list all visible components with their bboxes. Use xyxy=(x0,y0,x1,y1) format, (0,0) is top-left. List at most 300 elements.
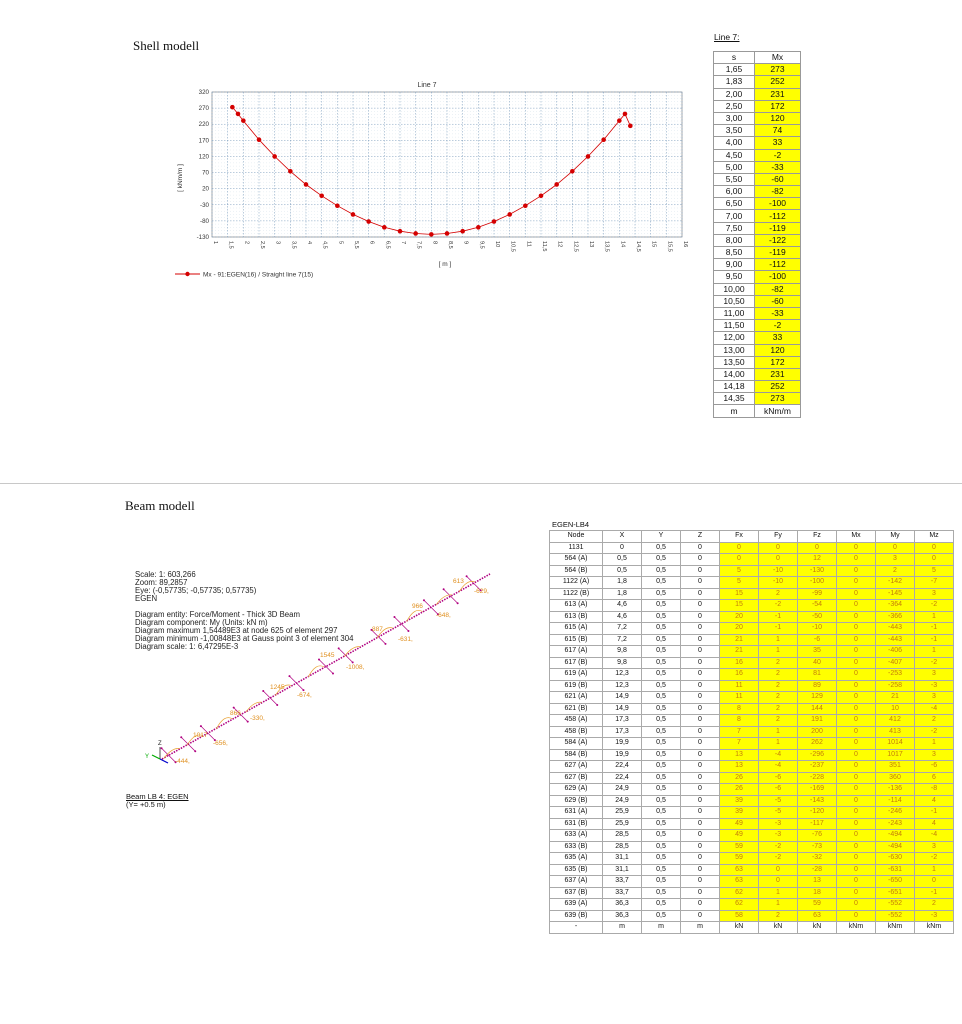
cell-node: 613 (A) xyxy=(550,600,603,612)
line7-row xyxy=(714,198,801,210)
section-divider xyxy=(0,483,962,484)
egen-row xyxy=(550,772,954,784)
support-node xyxy=(384,643,386,645)
line7-row xyxy=(714,76,801,88)
cell-mz: -2 xyxy=(915,600,954,612)
mx-cell: 120 xyxy=(755,112,801,124)
beam-info-block: Scale: 1: 603,266 Zoom: 89,2857 Eye: (-0,57735; -0,57735; 0,57735) EGEN Diagram entity: Force/Moment - Thick 3D Beam Diagram component: My (Units: kN m) Diagram maximum 1,54489E3 at node 625 of element 297 Diagram minimum -1,00848E3 at Gauss point 3 of element 304 Diagram scale: 1: 6,47295E-3 xyxy=(135,570,354,651)
cell-node: 458 (A) xyxy=(550,715,603,727)
data-point xyxy=(236,112,241,117)
x-tick-label: 4 xyxy=(306,241,312,245)
cell-fz: Fz xyxy=(798,531,837,543)
line7-table xyxy=(713,51,801,418)
support-node xyxy=(332,673,334,675)
cell-node: 584 (B) xyxy=(550,749,603,761)
cell-z: 0 xyxy=(681,646,720,658)
data-point xyxy=(351,212,356,217)
cell-fz: 191 xyxy=(798,715,837,727)
s-cell: 13,50 xyxy=(714,356,755,368)
chart-ylabel: [ kNm/m ] xyxy=(177,164,184,192)
cell-x: 17,3 xyxy=(603,726,642,738)
cell-fy: 0 xyxy=(759,554,798,566)
cell-z: 0 xyxy=(681,738,720,750)
cell-x: 28,5 xyxy=(603,841,642,853)
data-point xyxy=(335,203,340,208)
cell-mx: 0 xyxy=(837,876,876,888)
cell-fz: -28 xyxy=(798,864,837,876)
data-point xyxy=(628,124,633,129)
cell-mz: kNm xyxy=(915,922,954,934)
cell-x: 12,3 xyxy=(603,669,642,681)
cell-mx: 0 xyxy=(837,715,876,727)
cell-y: 0,5 xyxy=(642,818,681,830)
cell-mz: 0 xyxy=(915,554,954,566)
chart-yticks xyxy=(197,89,210,241)
cell-fy: -2 xyxy=(759,853,798,865)
egen-row xyxy=(550,899,954,911)
cell-z: 0 xyxy=(681,634,720,646)
data-point xyxy=(272,154,277,159)
cell-node: 584 (A) xyxy=(550,738,603,750)
support-tick xyxy=(394,617,408,631)
line7-row xyxy=(714,100,801,112)
cell-z: 0 xyxy=(681,841,720,853)
cell-fz: 129 xyxy=(798,692,837,704)
egen-row xyxy=(550,577,954,589)
moment-value-label: 887 xyxy=(372,626,383,633)
cell-node: 1131 xyxy=(550,542,603,554)
data-point xyxy=(586,154,591,159)
cell-fx: 16 xyxy=(720,669,759,681)
cell-my: 360 xyxy=(876,772,915,784)
cell-x: 33,7 xyxy=(603,887,642,899)
cell-mx: 0 xyxy=(837,910,876,922)
cell-x: 4,6 xyxy=(603,611,642,623)
cell-fz: -50 xyxy=(798,611,837,623)
moment-value-label: -648, xyxy=(436,612,451,619)
cell-z: 0 xyxy=(681,692,720,704)
cell-z: 0 xyxy=(681,657,720,669)
s-cell: 14,35 xyxy=(714,393,755,405)
cell-mx: 0 xyxy=(837,738,876,750)
cell-mx: 0 xyxy=(837,853,876,865)
cell-fz: -228 xyxy=(798,772,837,784)
egen-header-row xyxy=(550,531,954,543)
y-tick-label: 320 xyxy=(198,89,209,96)
cell-x: 7,2 xyxy=(603,634,642,646)
s-cell: 3,00 xyxy=(714,112,755,124)
cell-mz: 2 xyxy=(915,715,954,727)
s-cell: 6,00 xyxy=(714,186,755,198)
support-tick xyxy=(263,691,277,705)
data-point xyxy=(623,112,628,117)
cell-fx: 16 xyxy=(720,657,759,669)
cell-my: 1014 xyxy=(876,738,915,750)
egen-row xyxy=(550,669,954,681)
cell-fx: 5 xyxy=(720,565,759,577)
cell-fy: 1 xyxy=(759,738,798,750)
cell-fx: 0 xyxy=(720,542,759,554)
egen-row xyxy=(550,611,954,623)
cell-my: -114 xyxy=(876,795,915,807)
x-tick-label: 5 xyxy=(337,241,344,245)
cell-mx: 0 xyxy=(837,726,876,738)
cell-mx: 0 xyxy=(837,795,876,807)
mx-cell: -33 xyxy=(755,307,801,319)
s-cell: 8,50 xyxy=(714,247,755,259)
x-tick-label: 9 xyxy=(462,241,469,245)
cell-node: 621 (B) xyxy=(550,703,603,715)
line7-row xyxy=(714,161,801,173)
line7-row xyxy=(714,283,801,295)
cell-mx: 0 xyxy=(837,600,876,612)
cell-fz: -100 xyxy=(798,577,837,589)
y-tick-label: -130 xyxy=(196,234,209,241)
data-point xyxy=(492,219,497,224)
mx-cell: 273 xyxy=(755,64,801,76)
s-cell: 11,00 xyxy=(714,307,755,319)
cell-mx: 0 xyxy=(837,588,876,600)
line7-row xyxy=(714,64,801,76)
cell-mz: 1 xyxy=(915,646,954,658)
moment-value-label: 613 xyxy=(453,578,464,585)
cell-fz: -169 xyxy=(798,784,837,796)
data-point xyxy=(429,232,434,237)
cell-fy: -4 xyxy=(759,761,798,773)
y-axis xyxy=(152,755,160,759)
cell-y: 0,5 xyxy=(642,554,681,566)
cell-fx: 26 xyxy=(720,784,759,796)
chart-legend xyxy=(172,268,412,280)
cell-node: 627 (A) xyxy=(550,761,603,773)
cell-fx: 59 xyxy=(720,853,759,865)
mx-cell: -100 xyxy=(755,271,801,283)
cell-z: 0 xyxy=(681,784,720,796)
line7-row xyxy=(714,344,801,356)
support-node xyxy=(423,599,425,601)
support-tick xyxy=(339,648,353,662)
cell-y: 0,5 xyxy=(642,841,681,853)
line7-row xyxy=(714,247,801,259)
support-tick xyxy=(289,676,303,690)
line7-row xyxy=(714,234,801,246)
cell-mz: Mz xyxy=(915,531,954,543)
line7-row xyxy=(714,356,801,368)
cell-z: 0 xyxy=(681,703,720,715)
mx-cell: 33 xyxy=(755,332,801,344)
cell-y: 0,5 xyxy=(642,542,681,554)
cell-my: kNm xyxy=(876,922,915,934)
support-node xyxy=(247,721,249,723)
cell-y: 0,5 xyxy=(642,577,681,589)
x-tick-label: 10 xyxy=(494,241,500,248)
x-tick-label: 14,5 xyxy=(635,241,641,252)
cell-mx: 0 xyxy=(837,611,876,623)
s-cell: 4,50 xyxy=(714,149,755,161)
cell-node: 633 (A) xyxy=(550,830,603,842)
cell-x: 1,8 xyxy=(603,588,642,600)
x-tick-label: 2,5 xyxy=(259,241,265,249)
mx-cell: -2 xyxy=(755,149,801,161)
cell-fy: -2 xyxy=(759,841,798,853)
cell-fz: 63 xyxy=(798,910,837,922)
cell-node: 564 (B) xyxy=(550,565,603,577)
cell-fx: 15 xyxy=(720,600,759,612)
cell-y: 0,5 xyxy=(642,565,681,577)
cell-fy: 2 xyxy=(759,715,798,727)
cell-fy: 2 xyxy=(759,669,798,681)
mx-cell: -33 xyxy=(755,161,801,173)
x-tick-label: 16 xyxy=(682,241,688,248)
cell-mz: 3 xyxy=(915,749,954,761)
cell-mz: 6 xyxy=(915,772,954,784)
support-node xyxy=(302,689,304,691)
beam-caption-y: (Y= +0.5 m) xyxy=(126,800,166,809)
chart-title: Line 7 xyxy=(417,82,437,89)
cell-mz: 1 xyxy=(915,738,954,750)
mx-cell: kNm/m xyxy=(755,405,801,417)
cell-mz: -4 xyxy=(915,703,954,715)
support-tick xyxy=(319,660,333,674)
data-point xyxy=(476,225,481,230)
moment-value-label: -629, xyxy=(474,588,489,595)
cell-x: m xyxy=(603,922,642,934)
cell-mz: -3 xyxy=(915,680,954,692)
cell-y: 0,5 xyxy=(642,864,681,876)
cell-y: 0,5 xyxy=(642,588,681,600)
beam-section-title: Beam modell xyxy=(125,498,195,513)
beam-caption: Beam LB 4: EGEN xyxy=(126,792,189,801)
cell-node: 458 (B) xyxy=(550,726,603,738)
support-node xyxy=(200,725,202,727)
cell-fy: 2 xyxy=(759,680,798,692)
cell-fx: 13 xyxy=(720,761,759,773)
cell-mz: -1 xyxy=(915,807,954,819)
cell-my: -631 xyxy=(876,864,915,876)
line7-row xyxy=(714,88,801,100)
x-tick-label: 11,5 xyxy=(541,241,547,252)
mx-cell: 252 xyxy=(755,381,801,393)
cell-mx: 0 xyxy=(837,646,876,658)
data-point xyxy=(460,229,465,234)
s-cell: 9,00 xyxy=(714,259,755,271)
cell-y: 0,5 xyxy=(642,715,681,727)
s-cell: 9,50 xyxy=(714,271,755,283)
mx-cell: 172 xyxy=(755,100,801,112)
cell-mz: -2 xyxy=(915,657,954,669)
moment-value-label: -674, xyxy=(297,692,312,699)
cell-mz: -2 xyxy=(915,853,954,865)
cell-x: 1,8 xyxy=(603,577,642,589)
cell-fy: -3 xyxy=(759,818,798,830)
cell-my: -552 xyxy=(876,899,915,911)
support-node xyxy=(276,704,278,706)
cell-x: 0,5 xyxy=(603,554,642,566)
axis-label-y: Y xyxy=(145,754,150,760)
data-point xyxy=(257,137,262,142)
cell-fy: 1 xyxy=(759,646,798,658)
cell-node: 617 (A) xyxy=(550,646,603,658)
mx-cell: -82 xyxy=(755,186,801,198)
cell-x: 28,5 xyxy=(603,830,642,842)
moment-value-label: 1017 xyxy=(193,732,208,739)
cell-x: 14,9 xyxy=(603,692,642,704)
beam-diagram xyxy=(140,565,510,775)
cell-fx: 21 xyxy=(720,646,759,658)
data-point xyxy=(304,182,309,187)
cell-fx: 11 xyxy=(720,680,759,692)
cell-my: -650 xyxy=(876,876,915,888)
x-tick-label: 2 xyxy=(243,241,250,245)
cell-y: 0,5 xyxy=(642,738,681,750)
egen-row xyxy=(550,588,954,600)
mx-cell: 252 xyxy=(755,76,801,88)
cell-fy: 2 xyxy=(759,657,798,669)
mx-cell: -119 xyxy=(755,222,801,234)
s-cell: m xyxy=(714,405,755,417)
cell-fx: 15 xyxy=(720,588,759,600)
line7-row xyxy=(714,320,801,332)
cell-z: m xyxy=(681,922,720,934)
cell-y: 0,5 xyxy=(642,853,681,865)
egen-row xyxy=(550,795,954,807)
cell-fx: 13 xyxy=(720,749,759,761)
legend-label: Mx - 91:EGEN(16) / Straight line 7(15) xyxy=(203,271,314,279)
line7-row xyxy=(714,332,801,344)
cell-x: 17,3 xyxy=(603,715,642,727)
cell-y: m xyxy=(642,922,681,934)
cell-fz: -130 xyxy=(798,565,837,577)
cell-mx: 0 xyxy=(837,784,876,796)
cell-my: 10 xyxy=(876,703,915,715)
cell-y: 0,5 xyxy=(642,600,681,612)
cell-mx: 0 xyxy=(837,830,876,842)
cell-my: -651 xyxy=(876,887,915,899)
cell-mz: -1 xyxy=(915,623,954,635)
cell-my: 413 xyxy=(876,726,915,738)
cell-x: 0,5 xyxy=(603,565,642,577)
cell-z: 0 xyxy=(681,611,720,623)
cell-mx: 0 xyxy=(837,772,876,784)
cell-x: 7,2 xyxy=(603,623,642,635)
line7-row xyxy=(714,381,801,393)
moment-value-label: 966 xyxy=(412,603,423,610)
cell-fz: 144 xyxy=(798,703,837,715)
cell-my: -366 xyxy=(876,611,915,623)
cell-fy: 1 xyxy=(759,634,798,646)
egen-row xyxy=(550,738,954,750)
cell-mx: 0 xyxy=(837,761,876,773)
cell-mx: 0 xyxy=(837,669,876,681)
cell-fz: -117 xyxy=(798,818,837,830)
line7-row xyxy=(714,137,801,149)
cell-mz: 4 xyxy=(915,818,954,830)
egen-units-row xyxy=(550,922,954,934)
x-tick-label: 11 xyxy=(525,241,532,247)
cell-my: -443 xyxy=(876,634,915,646)
support-node xyxy=(457,602,459,604)
cell-y: 0,5 xyxy=(642,899,681,911)
cell-mx: 0 xyxy=(837,692,876,704)
cell-my: -494 xyxy=(876,841,915,853)
line7-row xyxy=(714,368,801,380)
cell-fy: 1 xyxy=(759,887,798,899)
line7-row xyxy=(714,393,801,405)
cell-node: 564 (A) xyxy=(550,554,603,566)
egen-row xyxy=(550,784,954,796)
line7-row xyxy=(714,186,801,198)
mx-cell: -100 xyxy=(755,198,801,210)
mx-cell: 231 xyxy=(755,368,801,380)
cell-node: 1122 (B) xyxy=(550,588,603,600)
x-tick-label: 1 xyxy=(212,241,218,245)
x-tick-label: 3 xyxy=(274,241,281,245)
y-tick-label: -30 xyxy=(200,201,209,209)
s-cell: 1,83 xyxy=(714,76,755,88)
cell-x: 19,9 xyxy=(603,738,642,750)
s-cell: 2,00 xyxy=(714,88,755,100)
s-cell: 10,50 xyxy=(714,295,755,307)
cell-fz: 12 xyxy=(798,554,837,566)
cell-fz: 35 xyxy=(798,646,837,658)
x-tick-label: 8 xyxy=(431,241,438,245)
mx-cell: -122 xyxy=(755,234,801,246)
cell-fx: 7 xyxy=(720,726,759,738)
cell-fz: -10 xyxy=(798,623,837,635)
egen-row xyxy=(550,807,954,819)
cell-z: 0 xyxy=(681,818,720,830)
cell-fy: -4 xyxy=(759,749,798,761)
cell-mz: 0 xyxy=(915,876,954,888)
cell-mx: 0 xyxy=(837,657,876,669)
s-cell: 14,18 xyxy=(714,381,755,393)
support-node xyxy=(466,575,468,577)
cell-z: 0 xyxy=(681,680,720,692)
y-tick-label: 70 xyxy=(202,169,209,177)
moment-value-label: -330, xyxy=(250,715,265,722)
cell-node: 615 (B) xyxy=(550,634,603,646)
support-node xyxy=(288,675,290,677)
s-cell: 13,00 xyxy=(714,344,755,356)
egen-row xyxy=(550,657,954,669)
cell-fx: 62 xyxy=(720,887,759,899)
cell-mx: 0 xyxy=(837,887,876,899)
cell-my: -253 xyxy=(876,669,915,681)
cell-fz: -73 xyxy=(798,841,837,853)
cell-y: 0,5 xyxy=(642,680,681,692)
axis-label-z: Z xyxy=(158,741,162,747)
cell-mx: 0 xyxy=(837,634,876,646)
cell-x: 31,1 xyxy=(603,853,642,865)
cell-my: My xyxy=(876,531,915,543)
data-point xyxy=(539,193,544,198)
egen-row xyxy=(550,680,954,692)
cell-my: 412 xyxy=(876,715,915,727)
cell-fz: 0 xyxy=(798,542,837,554)
egen-row xyxy=(550,749,954,761)
x-tick-label: 6,5 xyxy=(384,241,391,249)
line7-row xyxy=(714,222,801,234)
cell-node: 633 (B) xyxy=(550,841,603,853)
cell-node: 621 (A) xyxy=(550,692,603,704)
line7-row xyxy=(714,112,801,124)
cell-my: -443 xyxy=(876,623,915,635)
egen-row xyxy=(550,818,954,830)
mx-cell: 74 xyxy=(755,125,801,137)
cell-node: Node xyxy=(550,531,603,543)
line7-row xyxy=(714,307,801,319)
cell-fx: 21 xyxy=(720,634,759,646)
